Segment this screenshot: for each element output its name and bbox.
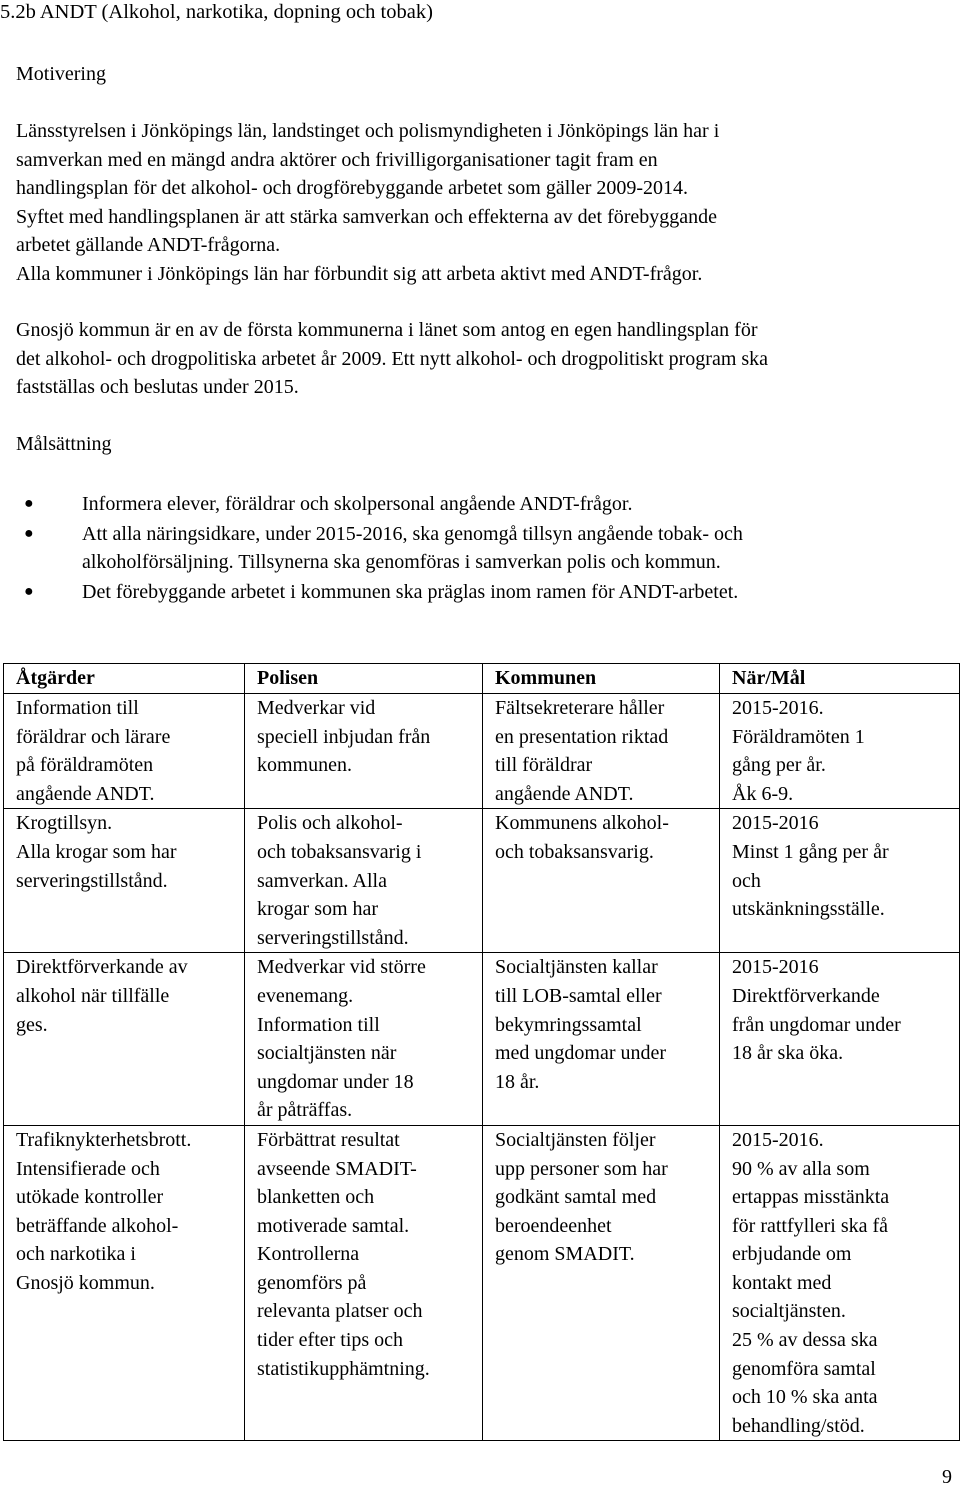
cell-polisen <box>245 953 483 1126</box>
cell-text-line: beträffande alkohol- <box>16 1214 179 1237</box>
cell-text-line: Förbättrat resultat <box>257 1128 400 1151</box>
cell-text-line: 2015-2016. <box>732 697 824 719</box>
cell-text-line: serveringstillstånd. <box>257 926 409 949</box>
cell-text-line: evenemang. <box>257 984 354 1007</box>
cell-text-line: utskänkningsställe. <box>732 898 885 921</box>
cell-text-line: angående ANDT. <box>495 782 634 805</box>
table-row <box>4 694 960 809</box>
cell-text-line: Direktförverkande <box>732 984 880 1007</box>
cell-text-line: upp personer som har <box>495 1157 668 1180</box>
cell-atgard <box>4 809 245 953</box>
cell-text-line: Gnosjö kommun. <box>16 1271 155 1294</box>
cell-text-line: erbjudande om <box>732 1243 852 1266</box>
table-header-row <box>4 664 960 694</box>
cell-text-line: bekymringssamtal <box>495 1013 642 1036</box>
text-line: Länsstyrelsen i Jönköpings län, landstinget och polismyndigheten i Jönköpings län har i <box>16 120 720 142</box>
cell-text-line: Direktförverkande av <box>16 956 188 979</box>
cell-text-line: 2015-2016. <box>732 1128 824 1151</box>
cell-text-line: Krogtillsyn. <box>16 812 113 835</box>
cell-text-line: 18 år ska öka. <box>732 1042 844 1065</box>
cell-polisen <box>245 809 483 953</box>
cell-text-line: relevanta platser och <box>257 1300 423 1323</box>
cell-text-line: föräldrar och lärare <box>16 725 171 748</box>
cell-polisen <box>245 694 483 809</box>
column-header-nar-mal: När/Mål <box>720 664 960 694</box>
cell-text-line: beroendeenhet <box>495 1214 612 1237</box>
goal-text: alkoholförsäljning. Tillsynerna ska genomföras i samverkan polis och kommun. <box>82 551 721 573</box>
malsattning-heading: Målsättning <box>16 433 112 455</box>
cell-text-line: 2015-2016 <box>732 812 819 835</box>
cell-text-line: och tobaksansvarig i <box>257 840 422 863</box>
cell-text-line: Alla krogar som har <box>16 840 177 863</box>
cell-text-line: Polis och alkohol- <box>257 812 403 835</box>
cell-text-line: Intensifierade och <box>16 1157 160 1180</box>
cell-text-line: till föräldrar <box>495 754 593 777</box>
text-line: arbetet gällande ANDT-frågorna. <box>16 234 281 256</box>
cell-text-line: serveringstillstånd. <box>16 869 168 892</box>
table-row <box>4 953 960 1126</box>
cell-text-line: en presentation riktad <box>495 725 669 748</box>
column-header-polisen: Polisen <box>245 664 483 694</box>
cell-text-line: utökade kontroller <box>16 1186 164 1209</box>
text-line: samverkan med en mängd andra aktörer och frivilligorganisationer tagit fram en <box>16 148 658 171</box>
cell-atgard <box>4 694 245 809</box>
cell-nar-mal <box>720 1125 960 1441</box>
goal-text: Informera elever, föräldrar och skolpersonal angående ANDT-frågor. <box>82 493 633 515</box>
cell-text-line: kommunen. <box>257 754 352 777</box>
cell-text-line: avseende SMADIT- <box>257 1157 417 1180</box>
bullet-dot-icon: ● <box>24 524 34 542</box>
cell-text-line: Medverkar vid större <box>257 956 426 979</box>
cell-text-line: 18 år. <box>495 1070 540 1093</box>
text-line: Alla kommuner i Jönköpings län har förbundit sig att arbeta aktivt med ANDT-frågor. <box>16 262 703 285</box>
cell-text-line: kontakt med <box>732 1271 832 1294</box>
cell-text-line: angående ANDT. <box>16 782 155 805</box>
cell-text-line: socialtjänsten när <box>257 1042 397 1065</box>
cell-text-line: Åk 6-9. <box>732 782 794 805</box>
page-number: 9 <box>942 1466 952 1488</box>
cell-text-line: speciell inbjudan från <box>257 725 431 748</box>
cell-text-line: för rattfylleri ska få <box>732 1214 889 1237</box>
cell-nar-mal <box>720 953 960 1126</box>
cell-text-line: genomförs på <box>257 1271 367 1294</box>
cell-text-line: behandling/stöd. <box>732 1414 865 1437</box>
cell-text-line: genomföra samtal <box>732 1357 876 1380</box>
motivering-heading: Motivering <box>16 63 106 85</box>
cell-text-line: alkohol när tillfälle <box>16 984 170 1007</box>
cell-text-line: till LOB-samtal eller <box>495 984 662 1007</box>
cell-text-line: blanketten och <box>257 1186 375 1209</box>
cell-kommunen <box>483 1125 720 1441</box>
motivering-paragraph-2 <box>16 316 956 402</box>
cell-kommunen <box>483 953 720 1126</box>
column-header-atgarder: Åtgärder <box>4 664 245 694</box>
cell-atgard <box>4 953 245 1126</box>
goal-text: Att alla näringsidkare, under 2015-2016, ska genomgå tillsyn angående tobak- och <box>82 522 743 545</box>
goal-text: Det förebyggande arbetet i kommunen ska präglas inom ramen för ANDT-arbetet. <box>82 580 739 603</box>
cell-text-line: statistikupphämtning. <box>257 1357 430 1380</box>
cell-text-line: 2015-2016 <box>732 956 819 979</box>
text-line: Gnosjö kommun är en av de första kommunerna i länet som antog en egen handlingsplan för <box>16 319 758 341</box>
cell-text-line: krogar som har <box>257 898 379 921</box>
cell-text-line: Fältsekreterare håller <box>495 697 665 719</box>
action-table <box>3 663 960 1441</box>
cell-atgard <box>4 1125 245 1441</box>
cell-text-line: och tobaksansvarig. <box>495 840 654 863</box>
cell-nar-mal <box>720 694 960 809</box>
cell-text-line: socialtjänsten. <box>732 1300 846 1323</box>
goal-item <box>16 490 946 519</box>
cell-kommunen <box>483 694 720 809</box>
cell-text-line: och <box>732 869 761 892</box>
cell-text-line: Information till <box>16 697 139 719</box>
cell-text-line: ungdomar under 18 <box>257 1070 414 1093</box>
cell-text-line: tider efter tips och <box>257 1329 404 1352</box>
column-header-kommunen: Kommunen <box>483 664 720 694</box>
cell-text-line: Minst 1 gång per år <box>732 840 889 863</box>
cell-text-line: och narkotika i <box>16 1243 136 1266</box>
text-line: handlingsplan för det alkohol- och drogförebyggande arbetet som gäller 2009-2014. <box>16 177 689 199</box>
cell-nar-mal <box>720 809 960 953</box>
cell-text-line: Föräldramöten 1 <box>732 725 865 748</box>
goal-item <box>16 520 946 577</box>
cell-text-line: och 10 % ska anta <box>732 1386 878 1409</box>
cell-text-line: Kontrollerna <box>257 1243 360 1266</box>
cell-text-line: Kommunens alkohol- <box>495 812 669 835</box>
motivering-paragraph-1 <box>16 117 956 288</box>
cell-text-line: samverkan. Alla <box>257 869 387 892</box>
text-line: fastställas och beslutas under 2015. <box>16 376 299 398</box>
bullet-dot-icon: ● <box>24 495 34 512</box>
cell-text-line: Medverkar vid <box>257 697 376 719</box>
cell-text-line: med ungdomar under <box>495 1042 667 1065</box>
table-body <box>4 694 960 1441</box>
text-line: det alkohol- och drogpolitiska arbetet år 2009. Ett nytt alkohol- och drogpolitiskt program ska <box>16 347 769 370</box>
cell-text-line: godkänt samtal med <box>495 1186 657 1209</box>
table-row <box>4 809 960 953</box>
cell-text-line: från ungdomar under <box>732 1013 901 1036</box>
bullet-dot-icon: ● <box>24 582 34 600</box>
cell-polisen <box>245 1125 483 1441</box>
goals-list <box>16 490 946 607</box>
cell-text-line: Information till <box>257 1013 380 1036</box>
cell-text-line: 90 % av alla som <box>732 1157 870 1180</box>
text-line: Syftet med handlingsplanen är att stärka samverkan och effekterna av det förebyggande <box>16 205 718 228</box>
cell-kommunen <box>483 809 720 953</box>
goal-item <box>16 578 946 607</box>
cell-text-line: Socialtjänsten följer <box>495 1128 656 1151</box>
cell-text-line: gång per år. <box>732 754 826 777</box>
cell-text-line: ges. <box>16 1013 48 1036</box>
cell-text-line: 25 % av dessa ska <box>732 1329 878 1352</box>
table-row <box>4 1125 960 1441</box>
cell-text-line: genom SMADIT. <box>495 1243 635 1266</box>
cell-text-line: ertappas misstänkta <box>732 1186 890 1209</box>
cell-text-line: Socialtjänsten kallar <box>495 956 658 979</box>
cell-text-line: år påträffas. <box>257 1099 353 1122</box>
cell-text-line: motiverade samtal. <box>257 1214 410 1237</box>
cell-text-line: på föräldramöten <box>16 754 154 777</box>
section-title: 5.2b ANDT (Alkohol, narkotika, dopning och tobak) <box>0 1 433 23</box>
cell-text-line: Trafiknykterhetsbrott. <box>16 1128 192 1151</box>
